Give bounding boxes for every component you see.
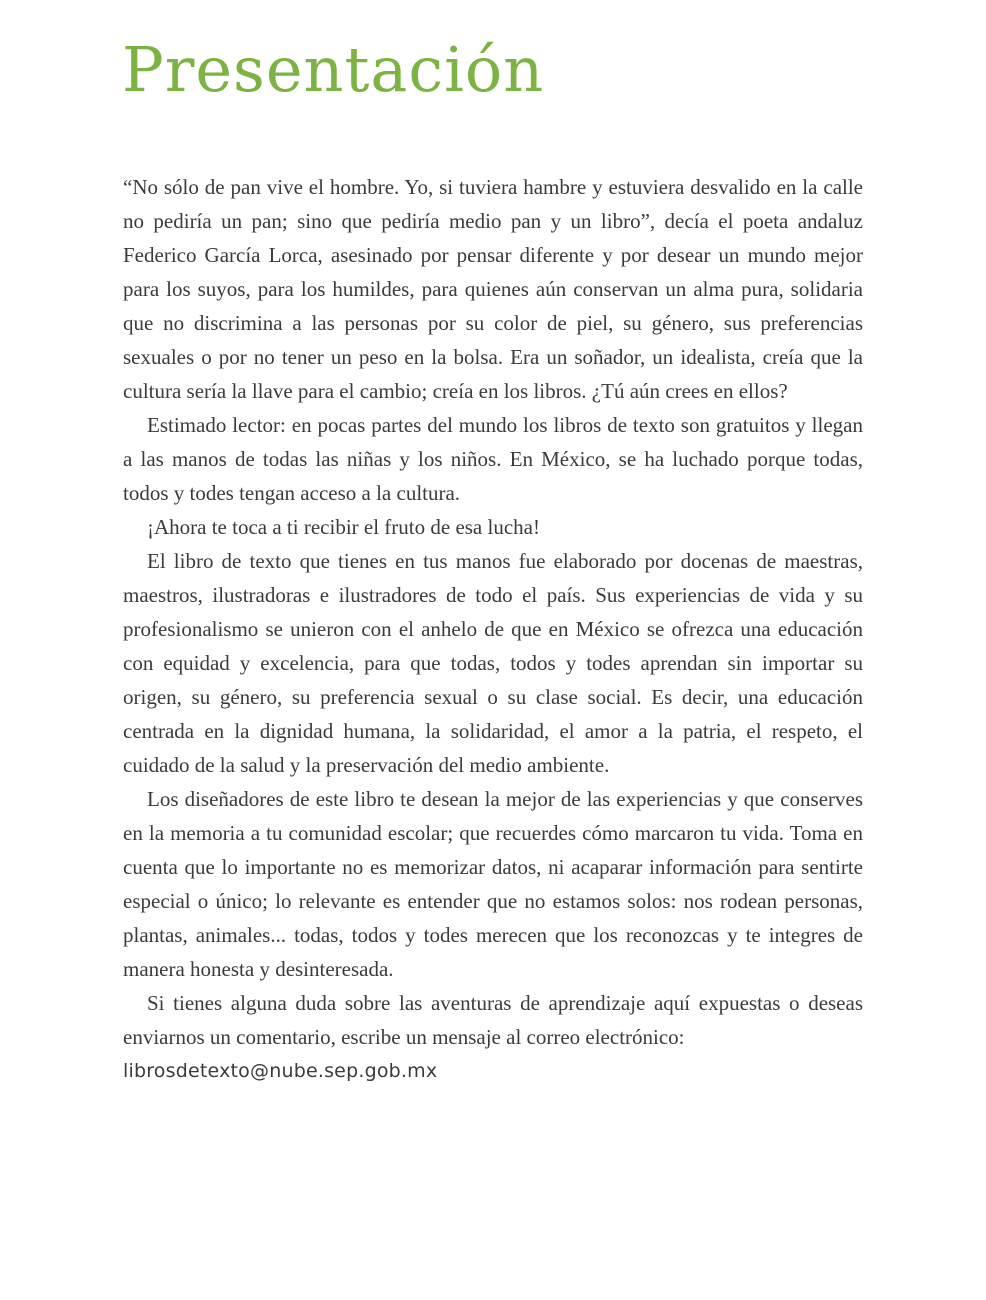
paragraph-designers: Los diseñadores de este libro te desean la mejor de las experiencias y que conserves en la memoria a tu comunidad escolar; que recuerdes cómo marcaron tu vida. Toma en cuenta que lo importante no es memorizar datos, ni acaparar información para sentirte especial o único; lo relevante es entender que no estamos solos: nos rodean personas, plantas, animales... todas, todos y todes merecen que los reconozcas y te integres de manera honesta y desinteresada. xyxy=(123,787,863,981)
paragraph-your-turn: ¡Ahora te toca a ti recibir el fruto de esa lucha! xyxy=(147,515,540,539)
paragraph-dear-reader: Estimado lector: en pocas partes del mundo los libros de texto son gratuitos y llegan a las manos de todas las niñas y los niños. En México, se ha luchado porque todas, todos y todes tengan acceso a la cultura. xyxy=(123,413,863,505)
paragraph-contact: Si tienes alguna duda sobre las aventuras de aprendizaje aquí expuestas o deseas enviarnos un comentario, escribe un mensaje al correo electrónico: xyxy=(123,991,863,1049)
body-text xyxy=(123,170,863,1088)
paragraph-authors: El libro de texto que tienes en tus manos fue elaborado por docenas de maestras, maestros, ilustradoras e ilustradores de todo el país. Sus experiencias de vida y su profesionalismo se unieron con el anhelo de que en México se ofrezca una educación con equidad y excelencia, para que todas, todos y todes aprendan sin importar su origen, su género, su preferencia sexual o su clase social. Es decir, una educación centrada en la dignidad humana, la solidaridad, el amor a la patria, el respeto, el cuidado de la salud y la preservación del medio ambiente. xyxy=(123,549,863,777)
paragraph-intro-quote: “No sólo de pan vive el hombre. Yo, si tuviera hambre y estuviera desvalido en la calle no pediría un pan; sino que pediría medio pan y un libro”, decía el poeta andaluz Federico García Lorca, asesinado por pensar diferente y por desear un mundo mejor para los suyos, para los humildes, para quienes aún conservan un alma pura, solidaria que no discrimina a las personas por su color de piel, su género, sus preferencias sexuales o por no tener un peso en la bolsa. Era un soñador, un idealista, creía que la cultura sería la llave para el cambio; creía en los libros. ¿Tú aún crees en ellos? xyxy=(123,175,863,403)
page-title: Presentación xyxy=(122,33,545,106)
contact-email: librosdetexto@nube.sep.gob.mx xyxy=(123,1060,438,1082)
